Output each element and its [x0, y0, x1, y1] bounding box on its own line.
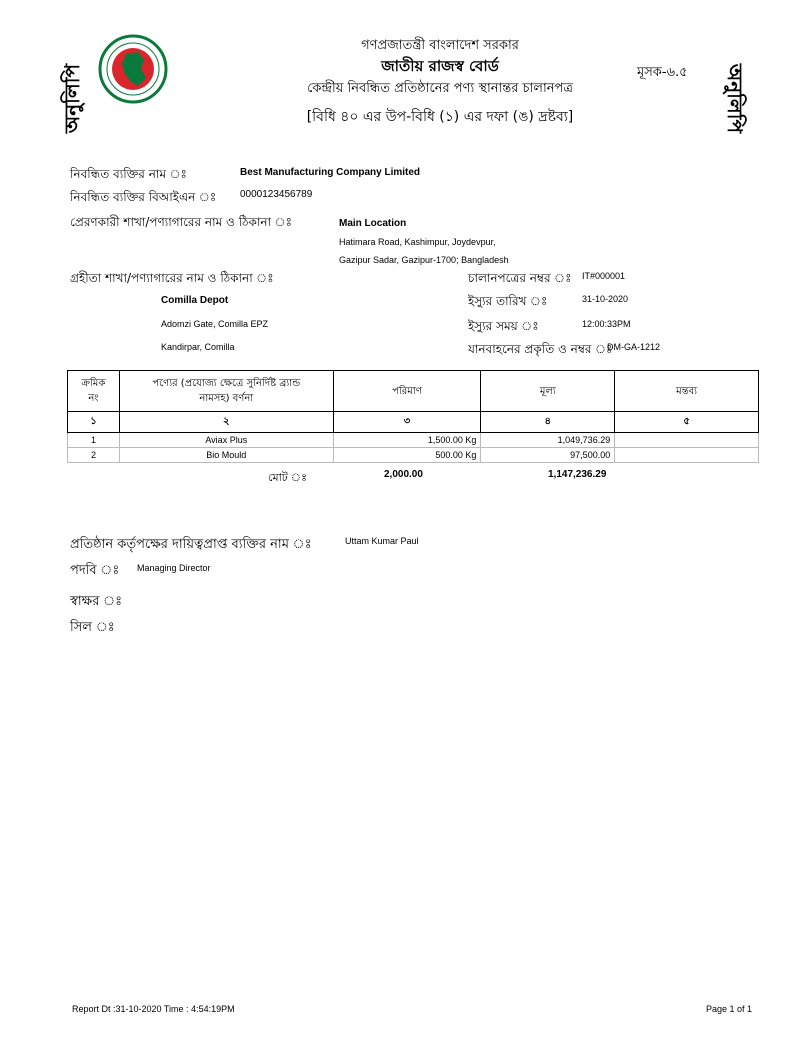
- row-description: Aviax Plus: [119, 433, 333, 448]
- header-remarks: মন্তব্য: [615, 371, 759, 412]
- vehicle-value: DM-GA-1212: [607, 342, 661, 352]
- header-rule-reference: [বিধি ৪০ এর উপ-বিধি (১) এর দফা (ঙ) দ্রষ্টব্য]: [306, 109, 574, 125]
- column-number: ১: [68, 412, 120, 433]
- header-document-title: কেন্দ্রীয় নিবন্ধিত প্রতিষ্ঠানের পণ্য স্থানান্তর চালানপত্র: [307, 81, 573, 96]
- header-government-name: গণপ্রজাতন্ত্রী বাংলাদেশ সরকার: [361, 38, 519, 53]
- total-label: মোট ঃ: [268, 471, 307, 484]
- copy-stamp-right: অনুলিপি: [723, 63, 748, 134]
- column-number: ৩: [333, 412, 481, 433]
- vehicle-label: যানবাহনের প্রকৃতি ও নম্বর ঃ: [468, 342, 613, 356]
- issue-date-label: ইস্যুর তারিখ ঃ: [468, 294, 548, 308]
- header-description-line2: নামসহ) বর্ণনা: [199, 393, 254, 404]
- row-value: 97,500.00: [481, 448, 615, 463]
- row-remark: [615, 448, 759, 463]
- header-value: মূল্য: [481, 371, 615, 412]
- reg-name-label: নিবন্ধিত ব্যক্তির নাম ঃ: [70, 167, 187, 181]
- responsible-person-value: Uttam Kumar Paul: [345, 536, 419, 546]
- column-number-row: [68, 412, 759, 433]
- receiver-address-line1: Adomzi Gate, Comilla EPZ: [161, 319, 269, 329]
- header-serial-line2: নং: [88, 393, 99, 404]
- issue-time-label: ইস্যুর সময় ঃ: [468, 319, 539, 333]
- row-quantity: 1,500.00 Kg: [333, 433, 481, 448]
- bin-label: নিবন্ধিত ব্যক্তির বিআইএন ঃ: [70, 190, 217, 204]
- signature-label: স্বাক্ষর ঃ: [70, 594, 123, 609]
- government-seal-logo: [98, 34, 168, 104]
- invoice-no-label: চালানপত্রের নম্বর ঃ: [468, 271, 572, 285]
- table-row: [68, 448, 759, 463]
- row-value: 1,049,736.29: [481, 433, 615, 448]
- issue-time-value: 12:00:33PM: [582, 319, 631, 329]
- column-number: ৪: [481, 412, 615, 433]
- column-number: ২: [119, 412, 333, 433]
- row-serial: 1: [68, 433, 120, 448]
- total-quantity: 2,000.00: [384, 469, 423, 480]
- responsible-person-label: প্রতিষ্ঠান কর্তৃপক্ষের দায়িত্বপ্রাপ্ত ব্যক্তির নাম ঃ: [70, 537, 312, 552]
- designation-value: Managing Director: [137, 563, 211, 573]
- row-quantity: 500.00 Kg: [333, 448, 481, 463]
- column-number: ৫: [615, 412, 759, 433]
- issue-date-value: 31-10-2020: [582, 294, 629, 304]
- bin-value: 0000123456789: [240, 189, 313, 200]
- designation-label: পদবি ঃ: [70, 563, 120, 578]
- receiver-address-line2: Kandirpar, Comilla: [161, 342, 235, 352]
- header-description-line1: পণ্যের (প্রযোজ্য ক্ষেত্রে সুনির্দিষ্ট ব্র্যান্ড: [152, 378, 301, 389]
- sender-label: প্রেরণকারী শাখা/পণ্যাগারের নাম ও ঠিকানা ঃ: [70, 215, 293, 229]
- header-quantity: পরিমাণ: [333, 371, 481, 412]
- header-description: [119, 371, 333, 412]
- copy-stamp-left: অনুলিপি: [60, 63, 85, 134]
- table-header-row: [68, 371, 759, 412]
- sender-address-line2: Gazipur Sadar, Gazipur-1700; Bangladesh: [339, 255, 509, 265]
- header-serial: [68, 371, 120, 412]
- page-number: Page 1 of 1: [706, 1004, 753, 1014]
- seal-label: সিল ঃ: [70, 620, 115, 635]
- row-remark: [615, 433, 759, 448]
- report-datetime: Report Dt :31-10-2020 Time : 4:54:19PM: [72, 1004, 235, 1014]
- sender-address-line1: Hatimara Road, Kashimpur, Joydevpur,: [339, 237, 496, 247]
- row-description: Bio Mould: [119, 448, 333, 463]
- receiver-name: Comilla Depot: [161, 295, 229, 306]
- items-table: [67, 370, 759, 463]
- header-serial-line1: ক্রমিক: [81, 378, 106, 389]
- total-value: 1,147,236.29: [548, 469, 607, 480]
- row-serial: 2: [68, 448, 120, 463]
- sender-name: Main Location: [339, 218, 407, 229]
- invoice-no-value: IT#000001: [582, 271, 626, 281]
- form-code: মূসক-৬.৫: [637, 65, 688, 80]
- table-row: [68, 433, 759, 448]
- header-board-name: জাতীয় রাজস্ব বোর্ড: [381, 57, 499, 75]
- receiver-label: গ্রহীতা শাখা/পণ্যাগারের নাম ও ঠিকানা ঃ: [70, 271, 274, 285]
- reg-name-value: Best Manufacturing Company Limited: [240, 167, 421, 178]
